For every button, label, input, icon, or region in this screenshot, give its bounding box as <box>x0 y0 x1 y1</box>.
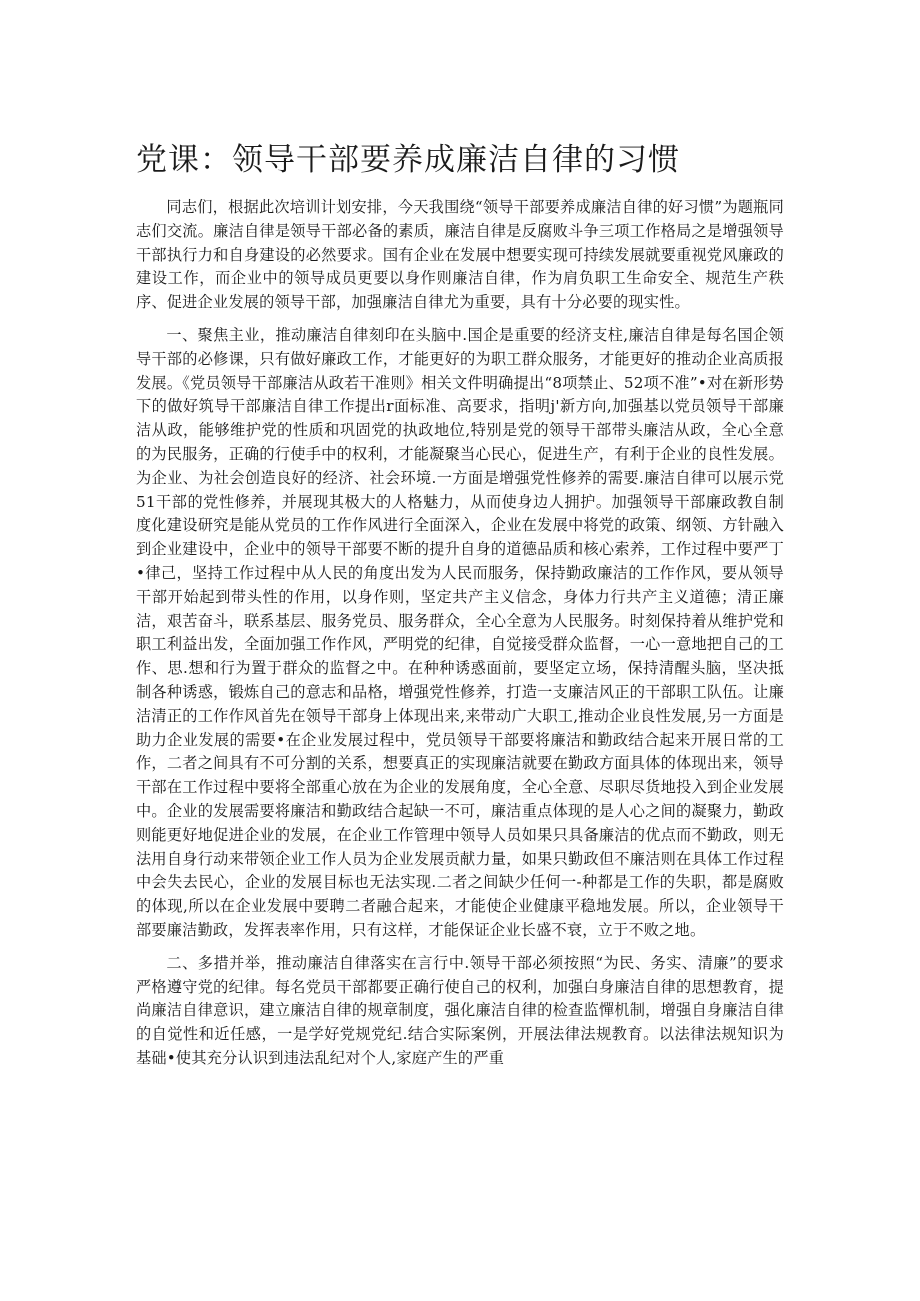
document-title: 党课：领导干部要养成廉洁自律的习惯 <box>136 142 680 178</box>
section-two-paragraph: 二、多措并举，推动廉洁自律落实在言行中.领导干部必须按照“为民、务实、清廉”的要求严格遵守党的纪律。每名党员干部都要正确行使自己的权利，加强白身廉洁自律的思想教育，提尚廉洁自律意识，建立廉洁自律的规章制度，强化廉洁自律的检查监憚机制，增强自身廉洁自律的自觉性和近任感，一是学好党规党纪.结合实际案例，开展法律法规教育。以法律法规知识为基础•使其充分认识到违法乱纪对个人,家庭产生的严重 <box>136 953 784 1067</box>
intro-paragraph: 同志们，根据此次培训计划安排，今天我围绕“领导干部要养成廉洁自律的好习惯”为题瓶同志们交流。廉洁自律是领导干部必备的素质，廉洁自律是反腐败斗争三项工作格局之是增强领导干部执行力和自身建设的必然要求。国有企业在发展中想要实现可持续发展就要重视党风廉政的建设工作，而企业中的领导成员更要以身作则廉洁自律，作为肩负职工生命安全、规范生产秩序、促进企业发展的领导干部，加强廉洁自律尤为重要，具有十分必要的现实性。 <box>136 198 784 312</box>
document-page <box>136 138 784 1080</box>
section-one-paragraph: 一、聚焦主业，推动廉洁自律刻印在头脑中.国企是重要的经济支柱,廉洁自律是每名国企领导干部的必修课，只有做好廉政工作，才能更好的为职工群众服务，才能更好的推动企业高质报发展。《党员领导干部廉洁从政若干准则》相关文件明确提出“8项禁止、52项不准”•对在新形势下的做好筑导干部廉洁自律工作提出r面标准、高要求，指明j'新方向,加强基以党员领导干部廉洁从政，能够维护党的性质和巩固党的执政地位,特别是党的领导干部带头廉洁从政，全心全意的为民服务，正确的行使手中的权利，才能凝聚当心民心，促进生产，有利于企业的良性发展。为企业、为社会创造良好的经济、社会环境.一方面是增强党性修养的需要.廉洁自律可以展示党51干部的党性修养，并展现其极大的人格魅力，从而使身边人拥护。加强领导干部廉政教自制度化建设研究是能从党员的工作作风进行全面深入，企业在发展中将党的政策、纲领、方针融入到企业建设中，企业中的领导干部要不断的提升自身的道德品质和核心索养，工作过程中要严丁•律己，坚持工作过程中从人民的角度出发为人民而服务，保持勤政廉洁的工作作风，要从领导干部开始起到带头性的作用，以身作则，坚定共产主义信念，身体力行共产主义道德；清正廉洁，艰苦奋斗，联系基层、服务党员、服务群众，全心全意为人民服务。时刻保持着从维护党和职工利益出发，全面加强工作作风，严明党的纪律，自觉接受群众监督，一心一意地把自己的工作、思.想和行为置于群众的监督之中。在种种诱惑面前，要坚定立场，保持清醒头脑，坚决抵制各种诱惑，锻炼自己的意志和品格，增强党性修养，打造一支廉洁风正的干部职工队伍。让廉洁清正的工作作风首先在领导干部身上体现出来,来带动广大职工,推动企业良性发展,另一方面是助力企业发展的需要•在企业发展过程中，党员领导干部要将廉洁和勤政结合起来开展日常的工作，二者之间具有不可分割的关系，想要真正的实现廉洁就要在勤政方面具体的体现出来，领导干部在工作过程中要将全部重心放在为企业的发展角度，全心全意、尽职尽货地投入到企业发展中。企业的发展需要将廉洁和勤政结合起缺一不可，廉洁重点体现的是人心之间的凝聚力，勤政则能更好地促进企业的发展，在企业工作管理中领导人员如果只具备廉洁的优点而不勤政，则无法用自身行动来带领企业工作人员为企业发展贡献力量，如果只勤政但不廉洁则在具体工作过程中会失去民心，企业的发展目标也无法实现.二者之间缺少任何一-种都是工作的失职，都是腐败的体现,所以在企业发展中要聘二者融合起来，才能使企业健康平稳地发展。所以，企业领导干部要廉洁勤政，发挥表率作用，只有这样，才能保证企业长盛不衰，立于不败之地。 <box>136 325 784 939</box>
